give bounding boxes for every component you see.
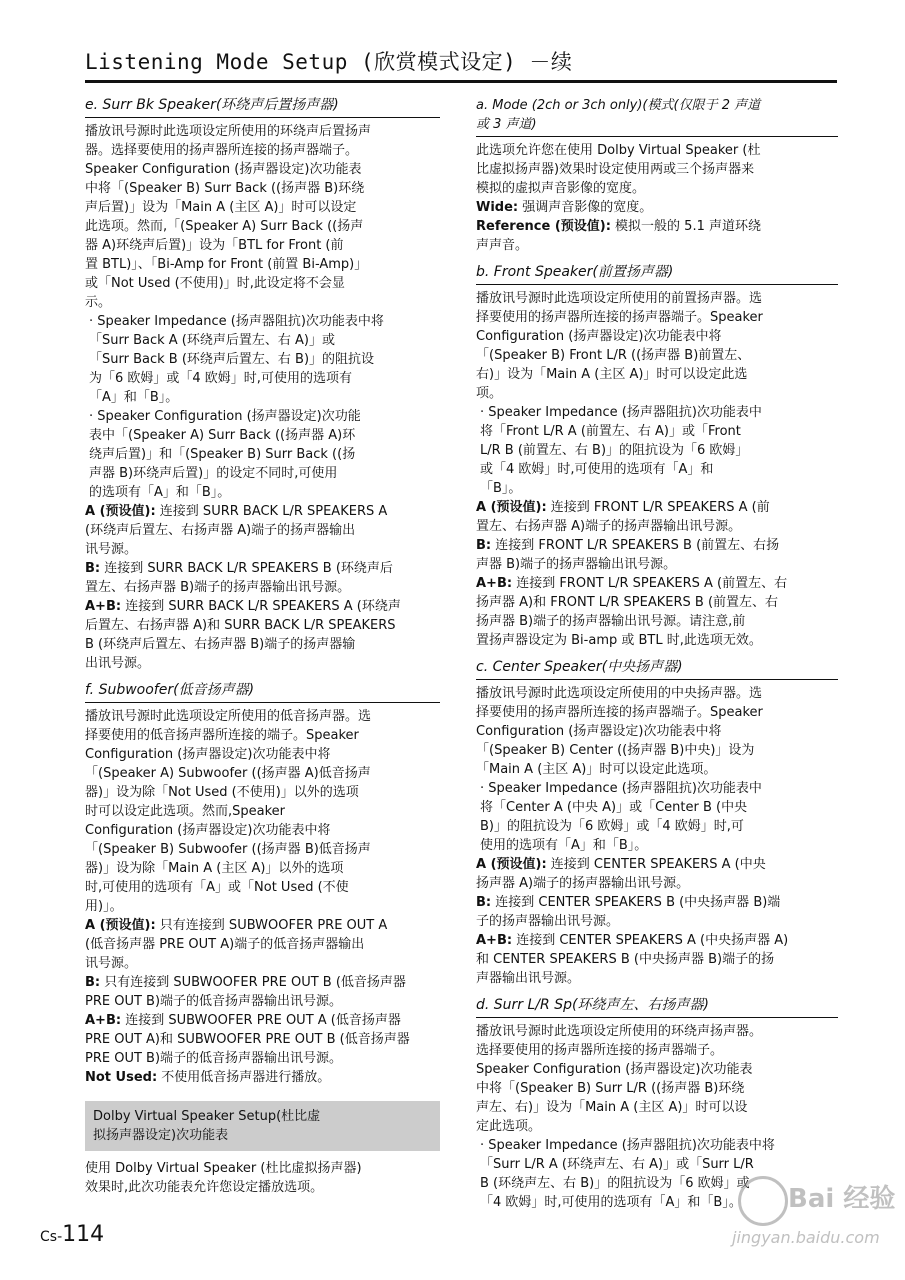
section-c-option-b-line: 子的扬声器输出讯号源。 bbox=[476, 914, 620, 929]
section-d-intro-line: 定此选项。 bbox=[476, 1119, 542, 1134]
section-c-intro-line: 播放讯号源时此选项设定所使用的中央扬声器。选 bbox=[476, 686, 763, 701]
section-f-option-b-line: B: 只有连接到 SUBWOOFER PRE OUT B (低音扬声器 bbox=[85, 975, 406, 990]
section-c-bullet-1-line: · Speaker Impedance (扬声器阻抗)次功能表中 bbox=[480, 781, 762, 796]
section-e-option-a-line: 讯号源。 bbox=[85, 542, 138, 557]
section-b-option-b bbox=[476, 536, 838, 574]
section-f-option-b-line: PRE OUT B)端子的低音扬声器输出讯号源。 bbox=[85, 994, 343, 1009]
section-d-intro-line: 播放讯号源时此选项设定所使用的环绕声扬声器。 bbox=[476, 1024, 763, 1039]
section-f-title: f. Subwoofer(低音扬声器) bbox=[85, 681, 440, 703]
section-e-bullet-1-line: 为「6 欧姆」或「4 欧姆」时,可使用的选项有 bbox=[89, 371, 352, 386]
section-f-option-ab bbox=[85, 1011, 440, 1068]
section-e-bullet-2-line: 绕声后置)」和「(Speaker B) Surr Back ((扬 bbox=[89, 447, 356, 462]
page-number-prefix: Cs- bbox=[40, 1229, 63, 1245]
section-a-option-reference-line: 声声音。 bbox=[476, 238, 529, 253]
section-b-bullet-1-line: 「B」。 bbox=[480, 481, 522, 496]
section-e-intro-line: 示。 bbox=[85, 295, 112, 310]
section-f-intro-line: Configuration (扬声器设定)次功能表中将 bbox=[85, 747, 331, 762]
section-e-option-b-line: 置左、右扬声器 B)端子的扬声器输出讯号源。 bbox=[85, 580, 351, 595]
section-e-intro-line: 此选项。然而,「(Speaker A) Surr Back ((扬声 bbox=[85, 219, 364, 234]
section-f-intro-line: 择要使用的低音扬声器所连接的端子。Speaker bbox=[85, 728, 359, 743]
section-f-option-ab-line: PRE OUT A)和 SUBWOOFER PRE OUT B (低音扬声器 bbox=[85, 1032, 410, 1047]
section-c-bullet-1-line: 将「Center A (中央 A)」或「Center B (中央 bbox=[480, 800, 748, 815]
section-b-intro bbox=[476, 289, 838, 403]
section-b-option-a-line: 置左、右扬声器 A)端子的扬声器输出讯号源。 bbox=[476, 519, 742, 534]
section-c-option-ab bbox=[476, 931, 838, 988]
dolby-submenu-intro bbox=[85, 1159, 440, 1197]
section-f-option-a-line: (低音扬声器 PRE OUT A)端子的低音扬声器输出 bbox=[85, 937, 365, 952]
section-b-option-a-line: A (预设值): 连接到 FRONT L/R SPEAKERS A (前 bbox=[476, 500, 770, 515]
section-c-title: c. Center Speaker(中央扬声器) bbox=[476, 658, 838, 680]
section-d-bullet-1-line: B (环绕声左、右 B)」的阻抗设为「6 欧姆」或 bbox=[480, 1176, 750, 1191]
dolby-submenu-heading bbox=[85, 1101, 440, 1151]
section-e-intro-line: 中将「(Speaker B) Surr Back ((扬声器 B)环绕 bbox=[85, 181, 365, 196]
section-c-option-ab-line: 声器输出讯号源。 bbox=[476, 971, 581, 986]
section-b-option-ab-line: 置扬声器设定为 Bi-amp 或 BTL 时,此选项无效。 bbox=[476, 633, 762, 648]
section-d-intro bbox=[476, 1022, 838, 1136]
section-e-option-ab-line: A+B: 连接到 SURR BACK L/R SPEAKERS A (环绕声 bbox=[85, 599, 401, 614]
dolby-submenu-intro-line: 效果时,此次功能表允许您设定播放选项。 bbox=[85, 1180, 324, 1195]
section-a-option-reference-line: Reference (预设值): 模拟一般的 5.1 声道环绕 bbox=[476, 219, 761, 234]
section-e-intro-line: 或「Not Used (不使用)」时,此设定将不会显 bbox=[85, 276, 345, 291]
section-f-intro-line: 用)」。 bbox=[85, 899, 123, 914]
section-c-intro bbox=[476, 684, 838, 779]
section-e-bullet-1-line: 「A」和「B」。 bbox=[89, 390, 179, 405]
dolby-submenu-heading-line: Dolby Virtual Speaker Setup(杜比虚 bbox=[93, 1109, 321, 1124]
section-f-option-ab-line: A+B: 连接到 SUBWOOFER PRE OUT A (低音扬声器 bbox=[85, 1013, 401, 1028]
section-c-bullet-1-line: B)」的阻抗设为「6 欧姆」或「4 欧姆」时,可 bbox=[480, 819, 744, 834]
section-d-bullet-1-line: 「4 欧姆」时,可使用的选项有「A」和「B」。 bbox=[480, 1195, 742, 1210]
section-b-intro-line: 「(Speaker B) Front L/R ((扬声器 B)前置左、 bbox=[476, 348, 751, 363]
section-e-bullet-1-line: 「Surr Back B (环绕声后置左、右 B)」的阻抗设 bbox=[89, 352, 375, 367]
section-e-bullet-1 bbox=[85, 312, 440, 407]
section-c-option-b-line: B: 连接到 CENTER SPEAKERS B (中央扬声器 B)端 bbox=[476, 895, 781, 910]
section-b-title: b. Front Speaker(前置扬声器) bbox=[476, 263, 838, 285]
section-e-option-ab-line: 出讯号源。 bbox=[85, 656, 151, 671]
section-e-option-a bbox=[85, 502, 440, 559]
section-a-intro-line: 此选项允许您在使用 Dolby Virtual Speaker (杜 bbox=[476, 143, 761, 158]
section-f-intro-line: 器)」设为除「Not Used (不使用)」以外的选项 bbox=[85, 785, 359, 800]
section-f-option-a bbox=[85, 916, 440, 973]
section-c-option-ab-line: A+B: 连接到 CENTER SPEAKERS A (中央扬声器 A) bbox=[476, 933, 789, 948]
section-b-option-a bbox=[476, 498, 838, 536]
section-b-intro-line: 项。 bbox=[476, 386, 503, 401]
section-b-intro-line: 择要使用的扬声器所连接的扬声器端子。Speaker bbox=[476, 310, 763, 325]
dolby-submenu-intro-line: 使用 Dolby Virtual Speaker (杜比虚拟扬声器) bbox=[85, 1161, 362, 1176]
section-c-intro-line: 「(Speaker B) Center ((扬声器 B)中央)」设为 bbox=[476, 743, 755, 758]
section-e-option-ab bbox=[85, 597, 440, 673]
section-e-bullet-2-line: 声器 B)环绕声后置)」的设定不同时,可使用 bbox=[89, 466, 338, 481]
section-f-option-a-line: A (预设值): 只有连接到 SUBWOOFER PRE OUT A bbox=[85, 918, 388, 933]
section-f-option-a-line: 讯号源。 bbox=[85, 956, 138, 971]
right-column bbox=[476, 96, 838, 1212]
section-c-option-a-line: A (预设值): 连接到 CENTER SPEAKERS A (中央 bbox=[476, 857, 766, 872]
page-header bbox=[85, 40, 837, 83]
page-number bbox=[40, 1222, 104, 1247]
section-e-bullet-2 bbox=[85, 407, 440, 502]
section-b-option-ab-line: 扬声器 B)端子的扬声器输出讯号源。请注意,前 bbox=[476, 614, 746, 629]
section-e-option-a-line: A (预设值): 连接到 SURR BACK L/R SPEAKERS A bbox=[85, 504, 388, 519]
section-b-bullet-1 bbox=[476, 403, 838, 498]
section-d-intro-line: 中将「(Speaker B) Surr L/R ((扬声器 B)环绕 bbox=[476, 1081, 745, 1096]
section-b-option-ab-line: A+B: 连接到 FRONT L/R SPEAKERS A (前置左、右 bbox=[476, 576, 788, 591]
section-f-option-not-used bbox=[85, 1068, 440, 1087]
section-e-bullet-1-line: 「Surr Back A (环绕声后置左、右 A)」或 bbox=[89, 333, 335, 348]
section-b-option-ab bbox=[476, 574, 838, 650]
section-e-bullet-2-line: 表中「(Speaker A) Surr Back ((扬声器 A)环 bbox=[89, 428, 356, 443]
section-c-intro-line: 「Main A (主区 A)」时可以设定此选项。 bbox=[476, 762, 717, 777]
section-b-bullet-1-line: L/R B (前置左、右 B)」的阻抗设为「6 欧姆」 bbox=[480, 443, 749, 458]
section-f-intro-line: 「(Speaker B) Subwoofer ((扬声器 B)低音扬声 bbox=[85, 842, 371, 857]
section-b-bullet-1-line: 将「Front L/R A (前置左、右 A)」或「Front bbox=[480, 424, 741, 439]
watermark bbox=[732, 1168, 898, 1268]
dolby-submenu-heading-line: 拟扬声器设定)次功能表 bbox=[93, 1128, 229, 1143]
section-a-option-wide-line: Wide: 强调声音影像的宽度。 bbox=[476, 200, 653, 215]
section-c-intro-line: Configuration (扬声器设定)次功能表中将 bbox=[476, 724, 722, 739]
section-d-intro-line: 选择要使用的扬声器所连接的扬声器端子。 bbox=[476, 1043, 724, 1058]
section-c-bullet-1-line: 使用的选项有「A」和「B」。 bbox=[480, 838, 648, 853]
section-f-intro-line: 时,可使用的选项有「A」或「Not Used (不使 bbox=[85, 880, 349, 895]
section-e-title: e. Surr Bk Speaker(环绕声后置扬声器) bbox=[85, 96, 440, 118]
section-e-intro-line: 置 BTL)」、「Bi-Amp for Front (前置 Bi-Amp)」 bbox=[85, 257, 368, 272]
paw-logo-icon bbox=[738, 1176, 788, 1226]
section-f-intro-line: 器)」设为除「Main A (主区 A)」以外的选项 bbox=[85, 861, 344, 876]
section-b-option-b-line: 声器 B)端子的扬声器输出讯号源。 bbox=[476, 557, 677, 572]
section-c-bullet-1 bbox=[476, 779, 838, 855]
section-f-intro bbox=[85, 707, 440, 916]
section-b-option-b-line: B: 连接到 FRONT L/R SPEAKERS B (前置左、右扬 bbox=[476, 538, 780, 553]
section-b-bullet-1-line: · Speaker Impedance (扬声器阻抗)次功能表中 bbox=[480, 405, 762, 420]
section-b-bullet-1-line: 或「4 欧姆」时,可使用的选项有「A」和 bbox=[480, 462, 714, 477]
section-f-intro-line: 时可以设定此选项。然而,Speaker bbox=[85, 804, 286, 819]
section-e-option-b-line: B: 连接到 SURR BACK L/R SPEAKERS B (环绕声后 bbox=[85, 561, 393, 576]
section-e-bullet-2-line: · Speaker Configuration (扬声器设定)次功能 bbox=[89, 409, 361, 424]
section-a-title bbox=[476, 96, 838, 137]
section-d-bullet-1-line: · Speaker Impedance (扬声器阻抗)次功能表中将 bbox=[480, 1138, 775, 1153]
section-f-intro-line: 「(Speaker A) Subwoofer ((扬声器 A)低音扬声 bbox=[85, 766, 371, 781]
section-c-intro-line: 择要使用的扬声器所连接的扬声器端子。Speaker bbox=[476, 705, 763, 720]
section-f-intro-line: Configuration (扬声器设定)次功能表中将 bbox=[85, 823, 331, 838]
section-e-option-ab-line: 后置左、右扬声器 A)和 SURR BACK L/R SPEAKERS bbox=[85, 618, 396, 633]
page-number-value: 114 bbox=[62, 1222, 105, 1247]
section-e-bullet-1-line: · Speaker Impedance (扬声器阻抗)次功能表中将 bbox=[89, 314, 384, 329]
section-a-intro-line: 比虚拟扬声器)效果时设定使用两或三个扬声器来 bbox=[476, 162, 755, 177]
section-d-bullet-1-line: 「Surr L/R A (环绕声左、右 A)」或「Surr L/R bbox=[480, 1157, 754, 1172]
watermark-url: jingyan.baidu.com bbox=[732, 1228, 880, 1247]
section-b-intro-line: Configuration (扬声器设定)次功能表中将 bbox=[476, 329, 722, 344]
section-e-option-b bbox=[85, 559, 440, 597]
section-c-option-ab-line: 和 CENTER SPEAKERS B (中央扬声器 B)端子的扬 bbox=[476, 952, 775, 967]
section-c-option-a-line: 扬声器 A)端子的扬声器输出讯号源。 bbox=[476, 876, 690, 891]
section-b-intro-line: 右)」设为「Main A (主区 A)」时可以设定此选 bbox=[476, 367, 748, 382]
section-e-intro-line: Speaker Configuration (扬声器设定)次功能表 bbox=[85, 162, 362, 177]
section-a-option-wide bbox=[476, 198, 838, 217]
section-a-option-reference bbox=[476, 217, 838, 255]
section-c-option-a bbox=[476, 855, 838, 893]
section-d-title: d. Surr L/R Sp(环绕声左、右扬声器) bbox=[476, 996, 838, 1018]
section-e-intro-line: 器。选择要使用的扬声器所连接的扬声器端子。 bbox=[85, 143, 359, 158]
section-d-intro-line: 声左、右)」设为「Main A (主区 A)」时可以设 bbox=[476, 1100, 748, 1115]
section-e-option-a-line: (环绕声后置左、右扬声器 A)端子的扬声器输出 bbox=[85, 523, 356, 538]
section-c-option-b bbox=[476, 893, 838, 931]
section-e-intro-line: 器 A)环绕声后置)」设为「BTL for Front (前 bbox=[85, 238, 344, 253]
section-f-intro-line: 播放讯号源时此选项设定所使用的低音扬声器。选 bbox=[85, 709, 372, 724]
section-d-intro-line: Speaker Configuration (扬声器设定)次功能表 bbox=[476, 1062, 753, 1077]
page-title: Listening Mode Setup (欣赏模式设定) －续 bbox=[85, 50, 573, 74]
section-e-option-ab-line: B (环绕声后置左、右扬声器 B)端子的扬声器输 bbox=[85, 637, 356, 652]
section-a-intro-line: 模拟的虚拟声音影像的宽度。 bbox=[476, 181, 646, 196]
section-e-bullet-2-line: 的选项有「A」和「B」。 bbox=[89, 485, 231, 500]
section-e-intro-line: 声后置)」设为「Main A (主区 A)」时可以设定 bbox=[85, 200, 357, 215]
section-f-option-b bbox=[85, 973, 440, 1011]
section-a-title-line: a. Mode (2ch or 3ch only)(模式(仅限于 2 声道 bbox=[476, 98, 761, 113]
section-f-option-not-used-line: Not Used: 不使用低音扬声器进行播放。 bbox=[85, 1070, 331, 1085]
section-a-intro bbox=[476, 141, 838, 198]
section-e-intro bbox=[85, 122, 440, 312]
section-e-intro-line: 播放讯号源时此选项设定所使用的环绕声后置扬声 bbox=[85, 124, 372, 139]
section-f-option-ab-line: PRE OUT B)端子的低音扬声器输出讯号源。 bbox=[85, 1051, 343, 1066]
section-b-option-ab-line: 扬声器 A)和 FRONT L/R SPEAKERS B (前置左、右 bbox=[476, 595, 779, 610]
section-b-intro-line: 播放讯号源时此选项设定所使用的前置扬声器。选 bbox=[476, 291, 763, 306]
watermark-brand: Bai 经验 bbox=[788, 1184, 896, 1214]
section-a-title-line: 或 3 声道) bbox=[476, 117, 537, 132]
left-column bbox=[85, 96, 440, 1197]
